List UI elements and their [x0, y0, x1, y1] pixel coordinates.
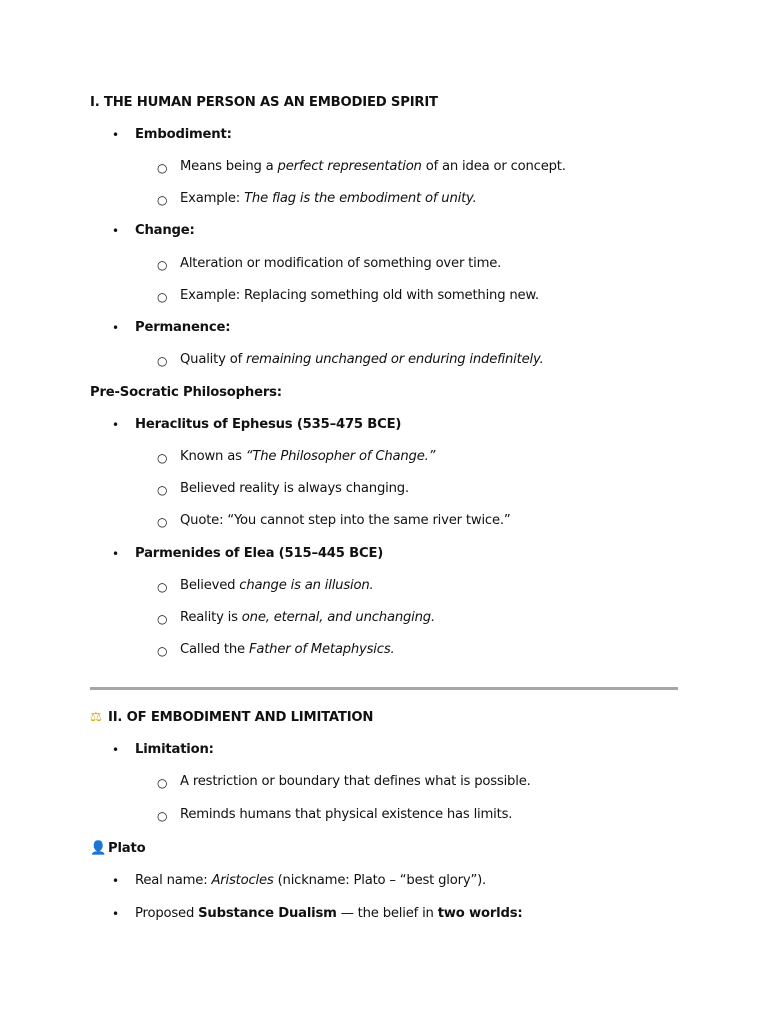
limitation-term: Limitation: [135, 742, 214, 757]
bullet-icon: • [112, 224, 119, 238]
horizontal-divider [90, 687, 678, 690]
permanence-term: Permanence: [135, 320, 231, 335]
presocratic-heading: Pre-Socratic Philosophers: [90, 385, 282, 400]
sub-bullet-icon: ○ [157, 515, 168, 529]
parmenides-name: Parmenides of Elea (515–445 BCE) [135, 546, 384, 561]
sub-bullet-icon: ○ [157, 483, 168, 497]
balance-scale-icon: ⚖ [90, 710, 102, 725]
heraclitus-name: Heraclitus of Ephesus (535–475 BCE) [135, 417, 402, 432]
section-2-title: II. OF EMBODIMENT AND LIMITATION [108, 710, 374, 725]
bullet-icon: • [112, 418, 119, 432]
section-1-heading: I. THE HUMAN PERSON AS AN EMBODIED SPIRIT [90, 95, 438, 110]
sub-bullet-icon: ○ [157, 612, 168, 626]
bullet-icon: • [112, 547, 119, 561]
embodiment-term: Embodiment: [135, 127, 232, 142]
bullet-icon: • [112, 907, 119, 921]
plato-heading [90, 840, 145, 858]
bullet-icon: • [112, 128, 119, 142]
bullet-icon: • [112, 743, 119, 757]
document-page: I. THE HUMAN PERSON AS AN EMBODIED SPIRIT • Embodiment: ○ Means being a perfect representation of an idea or concept. ○ Example: The flag is the embodiment of unity. • Change: ○ Alteration or modification of something over time. ○ Example: Replacing something old with something new. • Permanence: ○ Quality of remaining unchanged or enduring indefinitely. Pre-Socratic Philosophers: • Heraclitus of Ephesus (535–475 BCE) ○ Known as “The Philosopher of Change.” ○ Believed reality is always changing. ○ Quote: “You cannot step into the same river twice.” • Parmenides of Elea (515–445 BCE) ○ Believed change is an illusion. ○ Reality is one, eternal, and unchanging. ○ Called the Father of Metaphysics. ⚖ II. OF EMBODIMENT AND LIMITATION • Limitation: ○ A restriction or boundary that defines what is possible. ○ Reminds humans that physical existence has limits. 👤 Plato • Real name: Aristocles (nickname: Plato – “best glory”). • Proposed Substance Dualism — the belief in two worlds: [0, 0, 768, 1024]
sub-bullet-icon: ○ [157, 354, 168, 368]
sub-bullet-icon: ○ [157, 193, 168, 207]
bullet-icon: • [112, 321, 119, 335]
bullet-icon: • [112, 874, 119, 888]
sub-bullet-icon: ○ [157, 644, 168, 658]
plato-title: Plato [108, 841, 146, 856]
sub-bullet-icon: ○ [157, 451, 168, 465]
sub-bullet-icon: ○ [157, 580, 168, 594]
sub-bullet-icon: ○ [157, 809, 168, 823]
section-2-heading [90, 709, 373, 727]
change-term: Change: [135, 223, 195, 238]
sub-bullet-icon: ○ [157, 290, 168, 304]
sub-bullet-icon: ○ [157, 258, 168, 272]
person-silhouette-icon: 👤 [90, 841, 107, 856]
sub-bullet-icon: ○ [157, 776, 168, 790]
sub-bullet-icon: ○ [157, 161, 168, 175]
